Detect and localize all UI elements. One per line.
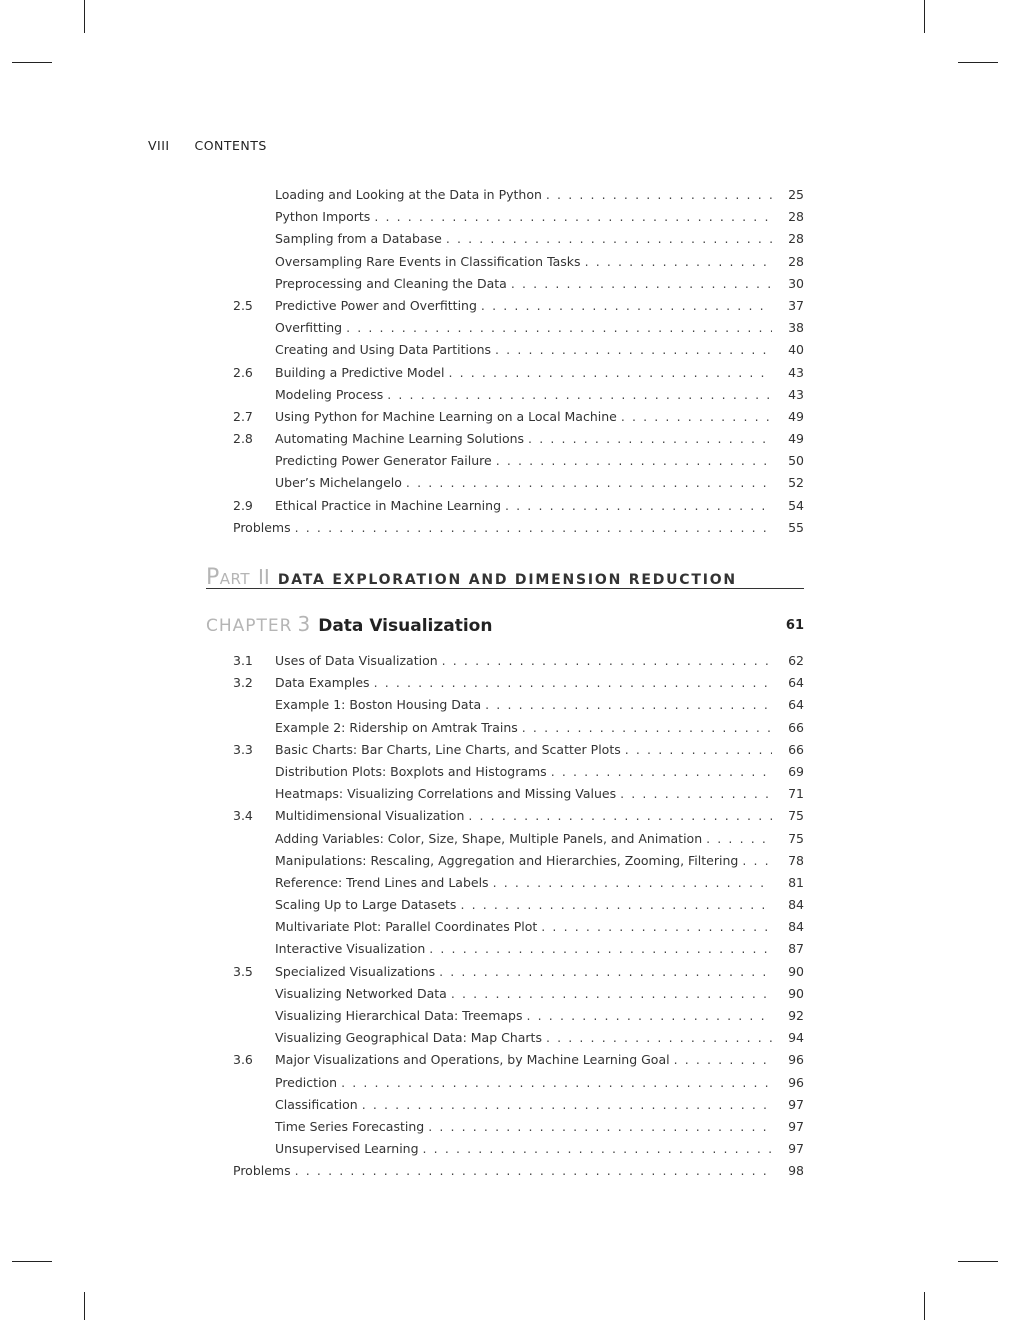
part-number: II xyxy=(258,565,270,589)
toc-entry xyxy=(233,694,804,716)
page-number: 55 xyxy=(788,519,804,535)
page-number: 97 xyxy=(788,1141,804,1157)
entry-title: Modeling Process xyxy=(275,386,384,402)
dot-leader xyxy=(492,450,772,472)
entry-title: Data Examples xyxy=(275,675,370,691)
page-number: 43 xyxy=(788,386,804,402)
page-number: 66 xyxy=(788,719,804,735)
toc-entry xyxy=(233,1027,804,1049)
page-number: 62 xyxy=(788,653,804,668)
entry-title: Uses of Data Visualization xyxy=(275,653,438,668)
toc-entry xyxy=(233,362,804,384)
dot-leader xyxy=(435,961,772,983)
toc-entry xyxy=(233,1138,804,1160)
entry-title: Reference: Trend Lines and Labels xyxy=(275,874,489,890)
entry-title: Heatmaps: Visualizing Correlations and Missing Values xyxy=(275,786,617,802)
page-number: 64 xyxy=(788,697,804,713)
dot-leader xyxy=(481,694,772,716)
page-number: 28 xyxy=(788,253,804,269)
toc-entry xyxy=(233,428,804,450)
section-number: 2.8 xyxy=(233,431,253,447)
dot-leader xyxy=(581,251,772,273)
toc-entry xyxy=(233,206,804,228)
toc-entry xyxy=(233,295,804,317)
page-number: 49 xyxy=(788,408,804,424)
toc-entry xyxy=(233,872,804,894)
dot-leader xyxy=(425,938,772,960)
chapter-heading xyxy=(206,612,804,638)
page-number: 96 xyxy=(788,1052,804,1068)
page-number: 87 xyxy=(788,941,804,957)
entry-title: Building a Predictive Model xyxy=(275,364,445,380)
toc-entry xyxy=(233,1005,804,1027)
entry-title: Adding Variables: Color, Size, Shape, Multiple Panels, and Animation xyxy=(275,830,703,846)
toc-entry xyxy=(233,472,804,494)
page-number: 75 xyxy=(788,808,804,824)
dot-leader xyxy=(442,228,772,250)
dot-leader xyxy=(291,517,772,539)
dot-leader xyxy=(518,717,772,739)
entry-title: Loading and Looking at the Data in Python xyxy=(275,187,542,202)
dot-leader xyxy=(383,384,772,406)
entry-title: Overfitting xyxy=(275,320,343,336)
page-number: 84 xyxy=(788,919,804,935)
toc-entry xyxy=(233,983,804,1005)
dot-leader xyxy=(524,428,772,450)
page-number: 97 xyxy=(788,1118,804,1134)
entry-title: Sampling from a Database xyxy=(275,231,442,247)
toc-entry xyxy=(233,916,804,938)
entry-title: Multidimensional Visualization xyxy=(275,808,465,824)
dot-leader xyxy=(523,1005,773,1027)
dot-leader xyxy=(444,362,772,384)
dot-leader xyxy=(617,406,772,428)
dot-leader xyxy=(337,1072,772,1094)
dot-leader xyxy=(670,1049,772,1071)
section-number: 2.7 xyxy=(233,408,253,424)
dot-leader xyxy=(542,1027,772,1049)
dot-leader xyxy=(491,339,772,361)
page-number: 66 xyxy=(788,741,804,757)
toc-list-chapter-3 xyxy=(233,650,804,1183)
entry-title: Python Imports xyxy=(275,209,371,225)
entry-title: Predictive Power and Overfitting xyxy=(275,297,477,313)
toc-entry xyxy=(233,184,804,206)
entry-title: Visualizing Networked Data xyxy=(275,985,447,1001)
section-number: 2.6 xyxy=(233,364,253,380)
page-number: 64 xyxy=(788,675,804,691)
toc-entry xyxy=(233,339,804,361)
toc-entry xyxy=(233,450,804,472)
toc-entry xyxy=(233,672,804,694)
toc-entry xyxy=(233,384,804,406)
running-title: CONTENTS xyxy=(194,138,267,153)
dot-leader xyxy=(702,828,772,850)
toc-entry xyxy=(233,783,804,805)
toc-entry xyxy=(233,761,804,783)
entry-title: Creating and Using Data Partitions xyxy=(275,342,492,358)
crop-mark xyxy=(84,1292,85,1320)
crop-mark xyxy=(84,0,85,33)
entry-title: Specialized Visualizations xyxy=(275,963,436,979)
entry-title: Distribution Plots: Boxplots and Histograms xyxy=(275,763,547,779)
toc-entry xyxy=(233,517,804,539)
section-number: 2.5 xyxy=(233,297,253,313)
toc-entry xyxy=(233,650,804,672)
page-number: 38 xyxy=(788,320,804,336)
page-number: 97 xyxy=(788,1096,804,1112)
toc-entry xyxy=(233,1116,804,1138)
toc-entry xyxy=(233,1049,804,1071)
page-number: 28 xyxy=(788,231,804,247)
crop-mark xyxy=(958,62,998,63)
entry-title: Time Series Forecasting xyxy=(275,1118,425,1134)
entry-title: Predicting Power Generator Failure xyxy=(275,453,492,469)
entry-title: Interactive Visualization xyxy=(275,941,426,957)
entry-title: Manipulations: Rescaling, Aggregation and Hierarchies, Zooming, Filtering xyxy=(275,852,739,868)
dot-leader xyxy=(477,295,772,317)
page-number: 92 xyxy=(788,1008,804,1023)
toc-entry xyxy=(233,495,804,517)
dot-leader xyxy=(489,872,772,894)
page-number: 90 xyxy=(788,963,804,979)
section-number: 3.4 xyxy=(233,808,253,824)
page-number: 81 xyxy=(788,874,804,890)
entry-title: Oversampling Rare Events in Classification Tasks xyxy=(275,253,581,269)
page-number: 78 xyxy=(788,852,804,868)
page-number: VIII xyxy=(148,138,170,153)
dot-leader xyxy=(501,495,772,517)
page-number: 94 xyxy=(788,1030,804,1046)
crop-mark xyxy=(12,62,52,63)
entry-title: Automating Machine Learning Solutions xyxy=(275,431,525,447)
toc-entry xyxy=(233,805,804,827)
toc-entry xyxy=(233,251,804,273)
crop-mark xyxy=(12,1261,52,1262)
toc-entry xyxy=(233,894,804,916)
toc-entry xyxy=(233,317,804,339)
page-number: 28 xyxy=(788,209,804,225)
dot-leader xyxy=(456,894,772,916)
page-number: 52 xyxy=(788,475,804,491)
entry-title: Basic Charts: Bar Charts, Line Charts, and Scatter Plots xyxy=(275,741,621,757)
page-number: 49 xyxy=(788,431,804,447)
chapter-label: CHAPTER xyxy=(206,616,293,636)
entry-title: Unsupervised Learning xyxy=(275,1141,419,1157)
page-number: 25 xyxy=(788,187,804,202)
toc-list-chapter-2 xyxy=(233,184,804,539)
chapter-page: 61 xyxy=(785,618,804,633)
toc-entry xyxy=(233,228,804,250)
dot-leader xyxy=(542,184,772,206)
crop-mark xyxy=(924,1292,925,1320)
toc-entry xyxy=(233,1094,804,1116)
dot-leader xyxy=(342,317,772,339)
dot-leader xyxy=(358,1094,772,1116)
toc-entry xyxy=(233,828,804,850)
dot-leader xyxy=(370,672,772,694)
part-heading xyxy=(206,565,804,589)
entry-title: Classification xyxy=(275,1096,358,1112)
dot-leader xyxy=(438,650,772,672)
page-number: 71 xyxy=(788,786,804,802)
toc-entry xyxy=(233,1072,804,1094)
page-number: 43 xyxy=(788,364,804,380)
chapter-title: Data Visualization xyxy=(318,616,493,636)
toc-entry xyxy=(233,406,804,428)
entry-title: Uber’s Michelangelo xyxy=(275,475,402,491)
toc-entry xyxy=(233,739,804,761)
dot-leader xyxy=(537,916,772,938)
section-number: 3.2 xyxy=(233,675,253,691)
toc-entry xyxy=(233,961,804,983)
dot-leader xyxy=(402,472,772,494)
entry-title: Preprocessing and Cleaning the Data xyxy=(275,275,507,291)
page-number: 30 xyxy=(788,275,804,291)
page-number: 50 xyxy=(788,453,804,469)
dot-leader xyxy=(616,783,772,805)
entry-title: Multivariate Plot: Parallel Coordinates Plot xyxy=(275,919,538,935)
crop-mark xyxy=(958,1261,998,1262)
crop-mark xyxy=(924,0,925,33)
dot-leader xyxy=(738,850,772,872)
part-title: DATA EXPLORATION AND DIMENSION REDUCTION xyxy=(277,572,737,588)
section-number: 3.5 xyxy=(233,963,253,979)
page-number: 96 xyxy=(788,1074,804,1090)
dot-leader xyxy=(507,273,772,295)
entry-title: Ethical Practice in Machine Learning xyxy=(275,497,502,513)
part-label: Part xyxy=(206,565,251,590)
dot-leader xyxy=(447,983,772,1005)
page-number: 54 xyxy=(788,497,804,513)
toc-entry xyxy=(233,273,804,295)
toc-entry xyxy=(233,938,804,960)
dot-leader xyxy=(547,761,772,783)
page-number: 69 xyxy=(788,763,804,779)
page-number: 90 xyxy=(788,985,804,1001)
entry-title: Using Python for Machine Learning on a Local Machine xyxy=(275,408,617,424)
entry-title: Visualizing Hierarchical Data: Treemaps xyxy=(275,1008,523,1023)
entry-title: Example 2: Ridership on Amtrak Trains xyxy=(275,719,518,735)
entry-title: Example 1: Boston Housing Data xyxy=(275,697,482,713)
page-number: 98 xyxy=(788,1163,804,1179)
page-number: 75 xyxy=(788,830,804,846)
section-number: 2.9 xyxy=(233,497,253,513)
toc-entry xyxy=(233,1160,804,1182)
running-header xyxy=(148,138,267,153)
dot-leader xyxy=(419,1138,772,1160)
page-number: 40 xyxy=(788,342,804,358)
chapter-number: 3 xyxy=(297,612,311,636)
section-number: 3.3 xyxy=(233,741,253,757)
entry-title: Visualizing Geographical Data: Map Charts xyxy=(275,1030,542,1046)
entry-title: Problems xyxy=(233,1163,291,1179)
dot-leader xyxy=(464,805,772,827)
dot-leader xyxy=(424,1116,772,1138)
dot-leader xyxy=(370,206,772,228)
dot-leader xyxy=(291,1160,772,1182)
entry-title: Major Visualizations and Operations, by Machine Learning Goal xyxy=(275,1052,670,1068)
section-number: 3.6 xyxy=(233,1052,253,1068)
section-number: 3.1 xyxy=(233,653,253,668)
page-number: 84 xyxy=(788,897,804,913)
entry-title: Prediction xyxy=(275,1074,338,1090)
toc-entry xyxy=(233,850,804,872)
entry-title: Problems xyxy=(233,519,291,535)
toc-entry xyxy=(233,717,804,739)
entry-title: Scaling Up to Large Datasets xyxy=(275,897,457,913)
dot-leader xyxy=(621,739,772,761)
page-number: 37 xyxy=(788,297,804,313)
